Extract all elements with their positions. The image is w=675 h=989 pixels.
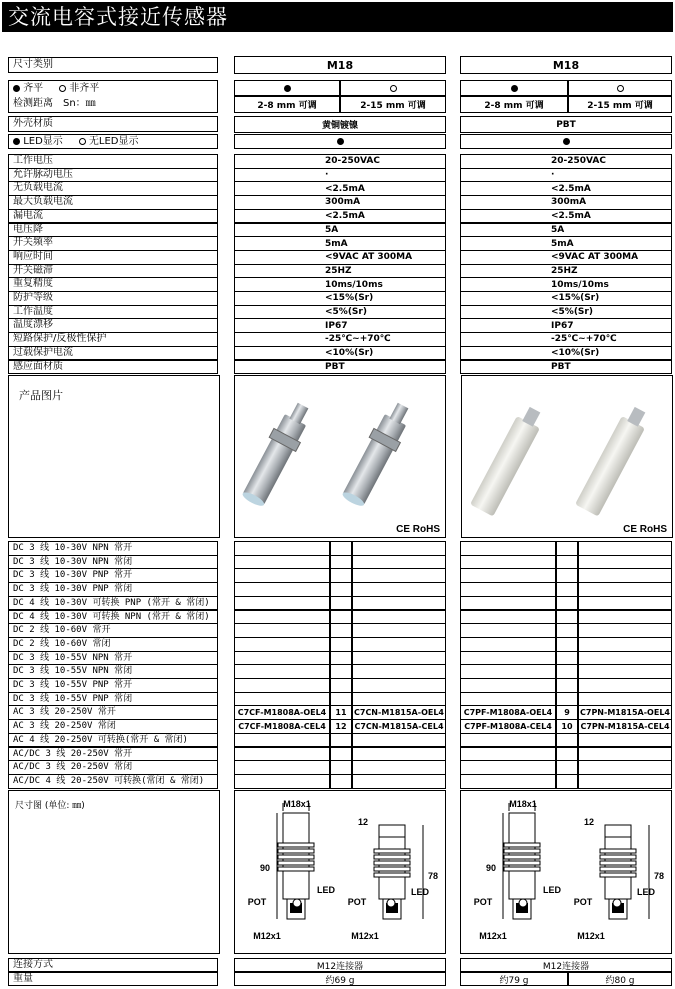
model-cell: C7CN-M1815A-OEL4 — [352, 705, 446, 720]
output-type-label: AC 4 线 20-250V 可转换(常开 & 常闭) — [8, 733, 218, 748]
connector-label: M12x1 — [479, 931, 507, 941]
model-cell: C7PN-M1815A-CEL4 — [578, 719, 672, 734]
col2-flush-icon — [460, 80, 568, 96]
model-cell — [352, 582, 446, 597]
led-label: LED — [317, 885, 335, 895]
output-type-label: AC 3 线 20-250V 常开 — [8, 705, 218, 720]
model-cell: 12 — [330, 719, 352, 734]
spec-value: 10ms/10ms — [460, 277, 672, 292]
nut-thread — [600, 855, 636, 859]
model-cell — [460, 623, 556, 638]
pot-label: POT — [347, 897, 367, 907]
model-cell — [330, 733, 352, 748]
col2-weight-b: 约80 g — [568, 972, 672, 986]
product-image-label-box: 产品图片 — [8, 375, 220, 538]
col1-flush-icon — [234, 80, 340, 96]
model-cell — [330, 747, 352, 762]
model-cell — [330, 651, 352, 666]
model-cell: C7PF-M1808A-OEL4 — [460, 705, 556, 720]
pot-circle — [387, 899, 395, 907]
led-label: LED — [543, 885, 561, 895]
output-type-label: DC 3 线 10-30V PNP 常开 — [8, 568, 218, 583]
spec-value: 5A — [234, 223, 446, 238]
spec-value: <5%(Sr) — [234, 305, 446, 320]
housing-label-box: 外壳材质 — [8, 116, 218, 132]
spec-value: · — [234, 168, 446, 183]
model-cell — [460, 664, 556, 679]
spec-value: · — [460, 168, 672, 183]
spec-value: 10ms/10ms — [234, 277, 446, 292]
model-cell — [556, 733, 578, 748]
connector-label: M12x1 — [253, 931, 281, 941]
spec-value: PBT — [234, 360, 446, 375]
output-type-label: AC 3 线 20-250V 常闭 — [8, 719, 218, 734]
model-cell — [460, 692, 556, 707]
model-cell — [330, 637, 352, 652]
model-cell — [234, 623, 330, 638]
nut-thread — [600, 867, 636, 871]
spec-value: <5%(Sr) — [460, 305, 672, 320]
model-cell — [460, 541, 556, 556]
length-label: 78 — [653, 871, 665, 881]
model-cell — [234, 747, 330, 762]
pot-circle — [613, 899, 621, 907]
model-cell — [556, 678, 578, 693]
model-cell — [234, 692, 330, 707]
model-cell — [460, 760, 556, 775]
spec-label: 响应时间 — [8, 250, 218, 265]
nonflush-label: 非齐平 — [69, 83, 100, 94]
model-cell — [578, 610, 672, 625]
sensing-label: 12 — [357, 817, 369, 827]
nut-thread — [600, 873, 636, 877]
model-cell — [330, 678, 352, 693]
spec-value: <10%(Sr) — [460, 346, 672, 361]
spec-value: <9VAC AT 300MA — [460, 250, 672, 265]
model-cell: 9 — [556, 705, 578, 720]
model-cell — [556, 541, 578, 556]
nut-thread — [374, 855, 410, 859]
model-cell — [234, 760, 330, 775]
pot-circle — [293, 899, 301, 907]
model-cell — [330, 541, 352, 556]
model-cell — [234, 541, 330, 556]
model-cell — [352, 541, 446, 556]
nut-thread — [504, 861, 540, 865]
thread-label: M18x1 — [509, 799, 537, 809]
model-cell — [556, 760, 578, 775]
model-cell — [578, 747, 672, 762]
pot-label: POT — [473, 897, 493, 907]
spec-label: 重复精度 — [8, 277, 218, 292]
spec-value: 20-250VAC — [460, 154, 672, 169]
model-cell — [460, 555, 556, 570]
spec-label: 无负载电流 — [8, 181, 218, 196]
spec-value: <15%(Sr) — [234, 291, 446, 306]
model-cell — [460, 596, 556, 611]
flush-dot-icon — [13, 85, 20, 92]
model-cell — [330, 664, 352, 679]
output-type-label: DC 3 线 10-55V NPN 常开 — [8, 651, 218, 666]
model-cell — [556, 637, 578, 652]
model-cell: C7CF-M1808A-OEL4 — [234, 705, 330, 720]
output-type-label: DC 3 线 10-55V PNP 常开 — [8, 678, 218, 693]
model-cell — [352, 651, 446, 666]
length-label: 78 — [427, 871, 439, 881]
model-cell — [556, 555, 578, 570]
model-cell — [556, 774, 578, 789]
length-label: 90 — [485, 863, 497, 873]
model-cell — [556, 582, 578, 597]
model-cell — [578, 623, 672, 638]
model-cell — [578, 733, 672, 748]
model-cell — [460, 610, 556, 625]
connection-label: 连接方式 — [8, 958, 218, 972]
spec-value: -25℃~+70℃ — [460, 332, 672, 347]
distance-label-box — [8, 80, 218, 113]
spec-label: 过载保护电流 — [8, 346, 218, 361]
model-cell — [234, 610, 330, 625]
spec-value: 25HZ — [234, 264, 446, 279]
sensing-label: 12 — [583, 817, 595, 827]
model-cell — [352, 664, 446, 679]
spec-value: 20-250VAC — [234, 154, 446, 169]
col2-product-image — [461, 375, 673, 538]
model-cell — [578, 541, 672, 556]
model-cell — [330, 623, 352, 638]
output-type-label: DC 4 线 10-30V 可转换 PNP (常开 & 常闭) — [8, 596, 218, 611]
nut-thread — [504, 855, 540, 859]
thread-label: M18x1 — [283, 799, 311, 809]
model-cell — [556, 651, 578, 666]
model-cell — [330, 692, 352, 707]
output-type-label: DC 3 线 10-30V NPN 常闭 — [8, 555, 218, 570]
model-cell — [330, 555, 352, 570]
model-cell — [556, 664, 578, 679]
nut-thread — [504, 867, 540, 871]
col1-dist-nonflush: 2-15 mm 可调 — [340, 96, 446, 113]
output-type-label: DC 2 线 10-60V 常开 — [8, 623, 218, 638]
model-cell — [352, 555, 446, 570]
spec-label: 感应面材质 — [8, 360, 218, 375]
spec-value: 5A — [460, 223, 672, 238]
spec-value: <9VAC AT 300MA — [234, 250, 446, 265]
model-cell: 10 — [556, 719, 578, 734]
model-cell — [460, 733, 556, 748]
model-cell: C7PN-M1815A-OEL4 — [578, 705, 672, 720]
model-cell — [234, 568, 330, 583]
model-cell: 11 — [330, 705, 352, 720]
output-type-label: DC 3 线 10-30V PNP 常闭 — [8, 582, 218, 597]
model-cell — [556, 596, 578, 611]
model-cell — [234, 596, 330, 611]
output-type-label: DC 2 线 10-60V 常闭 — [8, 637, 218, 652]
col1-dist-flush: 2-8 mm 可调 — [234, 96, 340, 113]
nut-thread — [374, 867, 410, 871]
model-cell — [578, 568, 672, 583]
model-cell — [352, 623, 446, 638]
pot-label: POT — [573, 897, 593, 907]
col1-housing: 黄铜镀镍 — [234, 116, 446, 133]
model-cell — [234, 678, 330, 693]
spec-value: IP67 — [460, 318, 672, 333]
model-cell — [578, 664, 672, 679]
model-cell — [578, 692, 672, 707]
col1-weight: 约69 g — [234, 972, 446, 986]
col2-connection: M12连接器 — [460, 958, 672, 972]
model-cell — [578, 678, 672, 693]
distance-label: 检测距离 Sn：㎜ — [13, 98, 96, 109]
led-label: LED — [411, 887, 429, 897]
spec-value: <2.5mA — [234, 181, 446, 196]
flush-label: 齐平 — [23, 83, 44, 94]
model-cell — [352, 637, 446, 652]
nut-thread — [374, 849, 410, 853]
pot-label: POT — [247, 897, 267, 907]
output-type-label: DC 3 线 10-55V PNP 常闭 — [8, 692, 218, 707]
model-cell — [578, 651, 672, 666]
page-title: 交流电容式接近传感器 — [2, 2, 673, 32]
model-cell — [352, 760, 446, 775]
nut-thread — [278, 843, 314, 847]
model-cell — [330, 596, 352, 611]
led-label-box: LED显示 无LED显示 — [8, 134, 218, 149]
model-cell — [234, 733, 330, 748]
metal-sensor-image — [235, 376, 445, 537]
model-cell — [460, 747, 556, 762]
col2-weight-a: 约79 g — [460, 972, 568, 986]
spec-label: 开关频率 — [8, 236, 218, 251]
model-cell — [460, 582, 556, 597]
col2-nonflush-icon — [568, 80, 672, 96]
connector-label: M12x1 — [351, 931, 379, 941]
cert-mark: CE RoHS — [396, 524, 440, 535]
model-cell — [330, 774, 352, 789]
output-type-label: AC/DC 4 线 20-250V 可转换(常闭 & 常闭) — [8, 774, 218, 789]
model-cell — [234, 637, 330, 652]
model-cell — [234, 555, 330, 570]
model-cell — [330, 582, 352, 597]
model-cell: C7CF-M1808A-CEL4 — [234, 719, 330, 734]
model-cell — [556, 568, 578, 583]
spec-label: 温度漂移 — [8, 318, 218, 333]
model-cell — [352, 568, 446, 583]
spec-value: 300mA — [460, 195, 672, 210]
col1-connection: M12连接器 — [234, 958, 446, 972]
model-cell — [578, 555, 672, 570]
nonflush-ring-icon — [59, 85, 66, 92]
led-dot-icon — [13, 138, 20, 145]
weight-label: 重量 — [8, 972, 218, 986]
noled-ring-icon — [79, 138, 86, 145]
model-cell — [556, 747, 578, 762]
nut-thread — [504, 843, 540, 847]
model-cell — [460, 678, 556, 693]
spec-value: <2.5mA — [460, 209, 672, 224]
spec-value: <15%(Sr) — [460, 291, 672, 306]
model-cell — [330, 610, 352, 625]
spec-label: 短路保护/反极性保护 — [8, 332, 218, 347]
model-cell — [234, 582, 330, 597]
output-type-label: DC 3 线 10-55V NPN 常闭 — [8, 664, 218, 679]
model-cell — [352, 774, 446, 789]
connector-label: M12x1 — [577, 931, 605, 941]
model-cell: C7CN-M1815A-CEL4 — [352, 719, 446, 734]
model-cell — [578, 637, 672, 652]
led-label: LED — [637, 887, 655, 897]
nut-thread — [600, 849, 636, 853]
col1-product-image — [234, 375, 446, 538]
spec-label: 电压降 — [8, 223, 218, 238]
nut-thread — [278, 855, 314, 859]
col2-dist-nonflush: 2-15 mm 可调 — [568, 96, 672, 113]
dimension-label-box: 尺寸图 (单位: ㎜) — [8, 790, 220, 954]
nut-thread — [374, 873, 410, 877]
model-cell — [460, 774, 556, 789]
model-cell: C7PF-M1808A-CEL4 — [460, 719, 556, 734]
nut-thread — [600, 861, 636, 865]
spec-value: -25℃~+70℃ — [234, 332, 446, 347]
col1-nonflush-icon — [340, 80, 446, 96]
model-cell — [330, 568, 352, 583]
model-cell — [352, 596, 446, 611]
spec-label: 工作电压 — [8, 154, 218, 169]
model-cell — [578, 760, 672, 775]
output-type-label: DC 3 线 10-30V NPN 常开 — [8, 541, 218, 556]
model-cell — [234, 651, 330, 666]
model-cell — [352, 692, 446, 707]
nut-thread — [278, 861, 314, 865]
col2-housing: PBT — [460, 116, 672, 133]
spec-value: PBT — [460, 360, 672, 375]
model-cell — [352, 733, 446, 748]
model-cell — [578, 774, 672, 789]
model-cell — [556, 692, 578, 707]
col2-dimension-drawing — [460, 790, 672, 954]
spec-label: 工作温度 — [8, 305, 218, 320]
spec-value: 25HZ — [460, 264, 672, 279]
model-cell — [234, 664, 330, 679]
output-type-label: AC/DC 3 线 20-250V 常开 — [8, 747, 218, 762]
spec-value: 300mA — [234, 195, 446, 210]
cert-mark: CE RoHS — [623, 524, 667, 535]
model-cell — [460, 637, 556, 652]
col2-size: M18 — [460, 56, 672, 74]
size-label-box: 尺寸类别 — [8, 57, 218, 73]
spec-value: 5mA — [460, 236, 672, 251]
spec-label: 开关磁滞 — [8, 264, 218, 279]
model-cell — [578, 582, 672, 597]
spec-value: 5mA — [234, 236, 446, 251]
spec-value: <2.5mA — [234, 209, 446, 224]
spec-label: 最大负载电流 — [8, 195, 218, 210]
model-cell — [234, 774, 330, 789]
nut-thread — [504, 849, 540, 853]
model-cell — [460, 568, 556, 583]
spec-value: <10%(Sr) — [234, 346, 446, 361]
spec-label: 防护等级 — [8, 291, 218, 306]
spec-value: <2.5mA — [460, 181, 672, 196]
model-cell — [556, 610, 578, 625]
spec-value: IP67 — [234, 318, 446, 333]
model-cell — [352, 678, 446, 693]
col2-led-icon — [460, 134, 672, 149]
model-cell — [330, 760, 352, 775]
output-type-label: AC/DC 3 线 20-250V 常闭 — [8, 760, 218, 775]
nut-thread — [278, 867, 314, 871]
pot-circle — [519, 899, 527, 907]
model-cell — [556, 623, 578, 638]
nut-thread — [374, 861, 410, 865]
length-label: 90 — [259, 863, 271, 873]
nut-thread — [278, 849, 314, 853]
model-cell — [578, 596, 672, 611]
output-type-label: DC 4 线 10-30V 可转换 NPN (常开 & 常闭) — [8, 610, 218, 625]
spec-label: 允许脉动电压 — [8, 168, 218, 183]
model-cell — [352, 747, 446, 762]
spec-label: 漏电流 — [8, 209, 218, 224]
col1-dimension-drawing — [234, 790, 446, 954]
model-cell — [352, 610, 446, 625]
col1-size: M18 — [234, 56, 446, 74]
col2-dist-flush: 2-8 mm 可调 — [460, 96, 568, 113]
plastic-sensor-image — [462, 376, 672, 537]
model-cell — [460, 651, 556, 666]
col1-led-icon — [234, 134, 446, 149]
